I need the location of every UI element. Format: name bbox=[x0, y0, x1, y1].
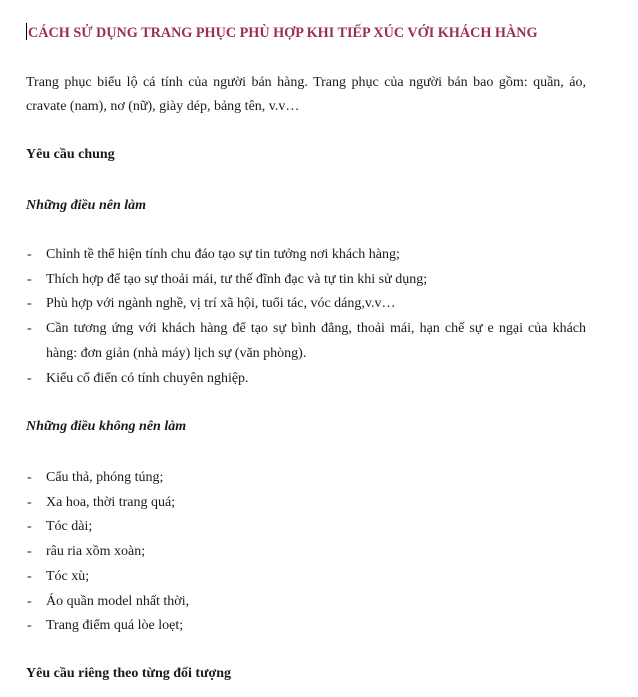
list-bullet: - bbox=[27, 593, 32, 609]
list-item-text: Cần tương ứng với khách hàng để tạo sự bình đẳng, thoải mái, hạn chế sự e ngại của khách hàng: đơn giản (nhà máy) lịch sự (văn phòng). bbox=[46, 321, 586, 361]
list-item-text: Trang điểm quá lòe loẹt; bbox=[46, 618, 184, 634]
list-item bbox=[26, 268, 586, 293]
list-bullet: - bbox=[27, 247, 32, 262]
dos-heading: Những điều nên làm bbox=[26, 198, 147, 213]
donts-heading: Những điều không nên làm bbox=[26, 419, 187, 434]
list-bullet: - bbox=[27, 321, 32, 337]
list-item-text: Kiểu cổ điển có tính chuyên nghiệp. bbox=[46, 370, 249, 386]
list-item-text: Xa hoa, thời trang quá; bbox=[46, 494, 176, 510]
list-item bbox=[26, 317, 586, 366]
list-item bbox=[26, 515, 586, 540]
list-bullet: - bbox=[27, 370, 32, 386]
list-bullet: - bbox=[27, 494, 32, 510]
list-item-text: Áo quần model nhất thời, bbox=[46, 593, 190, 609]
list-bullet: - bbox=[27, 618, 32, 634]
list-bullet: - bbox=[27, 519, 32, 535]
title-line bbox=[26, 23, 537, 42]
list-bullet: - bbox=[27, 544, 32, 560]
intro-paragraph: Trang phục biểu lộ cá tính của người bán hàng. Trang phục của người bán bao gồm: quần, áo, cravate (nam), nơ (nữ), giày dép, bảng tên, v.v… bbox=[26, 75, 586, 114]
list-item bbox=[26, 540, 586, 565]
donts-list bbox=[26, 466, 586, 639]
text-cursor bbox=[26, 23, 27, 40]
list-item-text: Thích hợp để tạo sự thoải mái, tư thế đĩnh đạc và tự tin khi sử dụng; bbox=[46, 271, 428, 287]
list-item-text: Tóc xù; bbox=[46, 568, 90, 584]
list-item-text: Cẩu thả, phóng túng; bbox=[46, 470, 164, 485]
list-item bbox=[26, 491, 586, 516]
dos-list bbox=[26, 243, 586, 391]
list-item bbox=[26, 292, 586, 317]
list-item bbox=[26, 565, 586, 590]
list-item-text: Tóc dài; bbox=[46, 519, 93, 535]
list-item-text: Chỉnh tề thể hiện tính chu đáo tạo sự tin tưởng nơi khách hàng; bbox=[46, 247, 400, 262]
list-item bbox=[26, 590, 586, 615]
specific-requirements-heading: Yêu cầu riêng theo từng đối tượng bbox=[26, 666, 232, 681]
list-bullet: - bbox=[27, 568, 32, 584]
list-bullet: - bbox=[27, 296, 32, 312]
list-item bbox=[26, 243, 586, 268]
list-item-text: râu ria xồm xoàn; bbox=[46, 544, 146, 560]
list-bullet: - bbox=[27, 470, 32, 485]
document-title: CÁCH SỬ DỤNG TRANG PHỤC PHÙ HỢP KHI TIẾP XÚC VỚI KHÁCH HÀNG bbox=[28, 25, 538, 41]
list-bullet: - bbox=[27, 271, 32, 287]
list-item bbox=[26, 466, 586, 491]
list-item-text: Phù hợp với ngành nghề, vị trí xã hội, tuổi tác, vóc dáng,v.v… bbox=[46, 296, 396, 312]
list-item bbox=[26, 367, 586, 392]
general-requirements-heading: Yêu cầu chung bbox=[26, 147, 115, 162]
list-item bbox=[26, 614, 586, 639]
